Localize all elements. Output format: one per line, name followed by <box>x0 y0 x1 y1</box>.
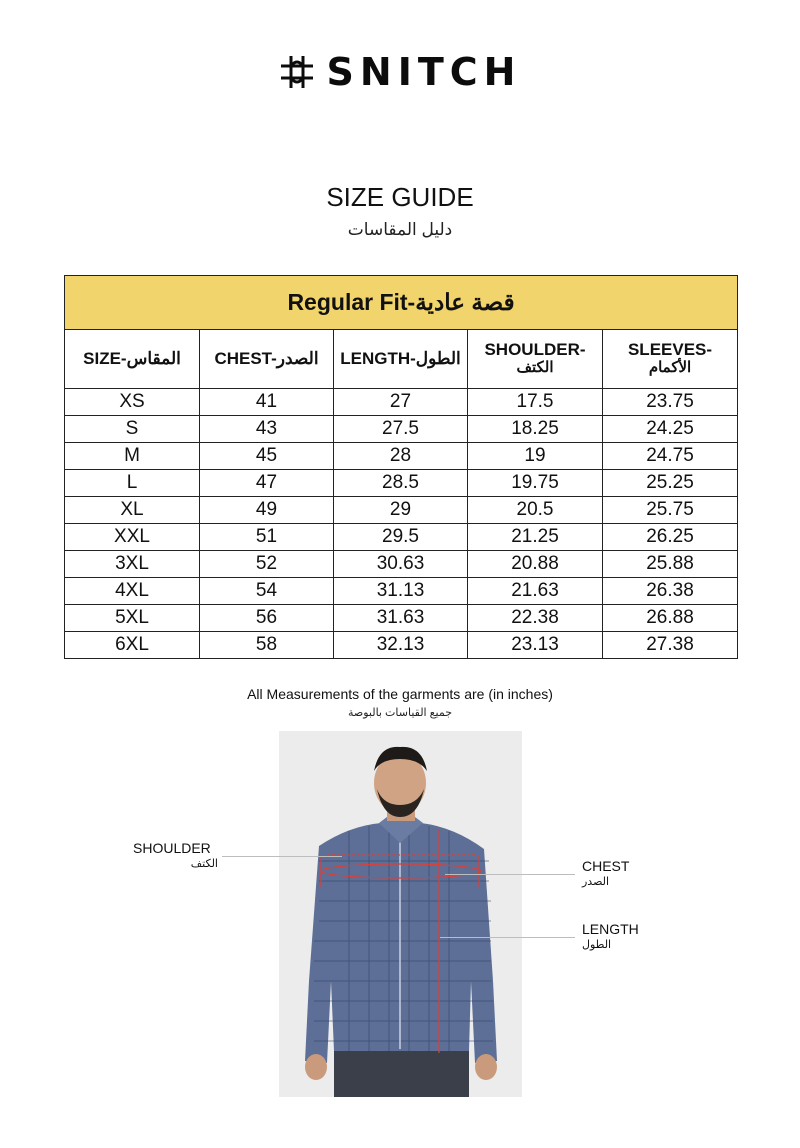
table-cell: 27.5 <box>334 416 468 443</box>
table-cell: XXL <box>65 524 200 551</box>
table-row <box>65 551 738 578</box>
length-label: LENGTH <box>582 921 639 937</box>
table-cell: 31.13 <box>334 578 468 605</box>
table-cell: 27 <box>334 389 468 416</box>
table-cell: L <box>65 470 200 497</box>
hash-knot-icon <box>279 54 315 90</box>
size-table <box>64 275 738 659</box>
table-row <box>65 416 738 443</box>
column-header <box>603 330 738 389</box>
table-cell: 26.88 <box>603 605 738 632</box>
column-header-arabic: الكتف <box>516 359 554 376</box>
brand-logo <box>0 50 800 94</box>
table-cell: 21.63 <box>468 578 603 605</box>
length-callout <box>582 921 639 953</box>
table-cell: 30.63 <box>334 551 468 578</box>
table-cell: 47 <box>200 470 334 497</box>
table-row <box>65 497 738 524</box>
shoulder-callout <box>133 840 218 872</box>
table-cell: 25.88 <box>603 551 738 578</box>
table-cell: 52 <box>200 551 334 578</box>
table-row <box>65 470 738 497</box>
table-cell: 58 <box>200 632 334 659</box>
table-cell: 41 <box>200 389 334 416</box>
table-row <box>65 389 738 416</box>
table-cell: 3XL <box>65 551 200 578</box>
table-cell: 19.75 <box>468 470 603 497</box>
table-cell: 27.38 <box>603 632 738 659</box>
table-cell: 51 <box>200 524 334 551</box>
table-cell: 18.25 <box>468 416 603 443</box>
brand-name: SNITCH <box>326 50 522 94</box>
table-cell: 20.5 <box>468 497 603 524</box>
table-cell: 23.75 <box>603 389 738 416</box>
table-cell: M <box>65 443 200 470</box>
table-cell: 56 <box>200 605 334 632</box>
table-cell: 20.88 <box>468 551 603 578</box>
chest-label: CHEST <box>582 858 630 874</box>
shoulder-label-arabic: الكتف <box>190 858 218 870</box>
column-header <box>334 330 468 389</box>
table-row <box>65 443 738 470</box>
length-leader-line <box>440 937 575 938</box>
fit-label: Regular Fit-قصة عادية <box>65 276 738 330</box>
table-cell: 28 <box>334 443 468 470</box>
table-cell: XS <box>65 389 200 416</box>
table-cell: 22.38 <box>468 605 603 632</box>
table-cell: 29.5 <box>334 524 468 551</box>
table-cell: 6XL <box>65 632 200 659</box>
column-header-label: SIZE-المقاس <box>83 349 181 368</box>
model-photo <box>279 731 522 1097</box>
shoulder-leader-line <box>222 856 342 857</box>
table-cell: 25.25 <box>603 470 738 497</box>
table-cell: 19 <box>468 443 603 470</box>
column-header <box>200 330 334 389</box>
chest-leader-line <box>445 874 575 875</box>
table-cell: XL <box>65 497 200 524</box>
table-cell: 49 <box>200 497 334 524</box>
chest-label-arabic: الصدر <box>582 876 610 888</box>
column-header <box>468 330 603 389</box>
measurement-note: All Measurements of the garments are (in inches) <box>247 686 553 702</box>
table-cell: 23.13 <box>468 632 603 659</box>
column-header-label: SLEEVES- <box>627 340 713 359</box>
table-cell: 26.38 <box>603 578 738 605</box>
table-cell: 5XL <box>65 605 200 632</box>
table-cell: 17.5 <box>468 389 603 416</box>
page-subtitle: دليل المقاسات <box>347 220 453 239</box>
table-cell: 4XL <box>65 578 200 605</box>
column-header-label: SHOULDER- <box>484 340 586 359</box>
page-title: SIZE GUIDE <box>326 182 474 212</box>
shoulder-label: SHOULDER <box>133 840 211 856</box>
table-row <box>65 578 738 605</box>
column-header <box>65 330 200 389</box>
table-cell: 21.25 <box>468 524 603 551</box>
table-row <box>65 632 738 659</box>
table-cell: 54 <box>200 578 334 605</box>
column-header-arabic: الأكمام <box>648 359 692 376</box>
table-cell: 45 <box>200 443 334 470</box>
measurement-note-arabic: جميع القياسات بالبوصة <box>347 707 453 719</box>
table-cell: 29 <box>334 497 468 524</box>
table-row <box>65 524 738 551</box>
column-header-label: LENGTH-الطول <box>340 349 461 368</box>
chest-callout <box>582 858 629 890</box>
length-label-arabic: الطول <box>582 939 612 951</box>
model-illustration <box>279 731 522 1097</box>
table-cell: 31.63 <box>334 605 468 632</box>
table-cell: 25.75 <box>603 497 738 524</box>
table-cell: 43 <box>200 416 334 443</box>
table-cell: 26.25 <box>603 524 738 551</box>
table-cell: S <box>65 416 200 443</box>
table-cell: 24.75 <box>603 443 738 470</box>
table-cell: 24.25 <box>603 416 738 443</box>
table-cell: 32.13 <box>334 632 468 659</box>
column-header-label: CHEST-الصدر <box>214 349 319 368</box>
table-row <box>65 605 738 632</box>
table-cell: 28.5 <box>334 470 468 497</box>
